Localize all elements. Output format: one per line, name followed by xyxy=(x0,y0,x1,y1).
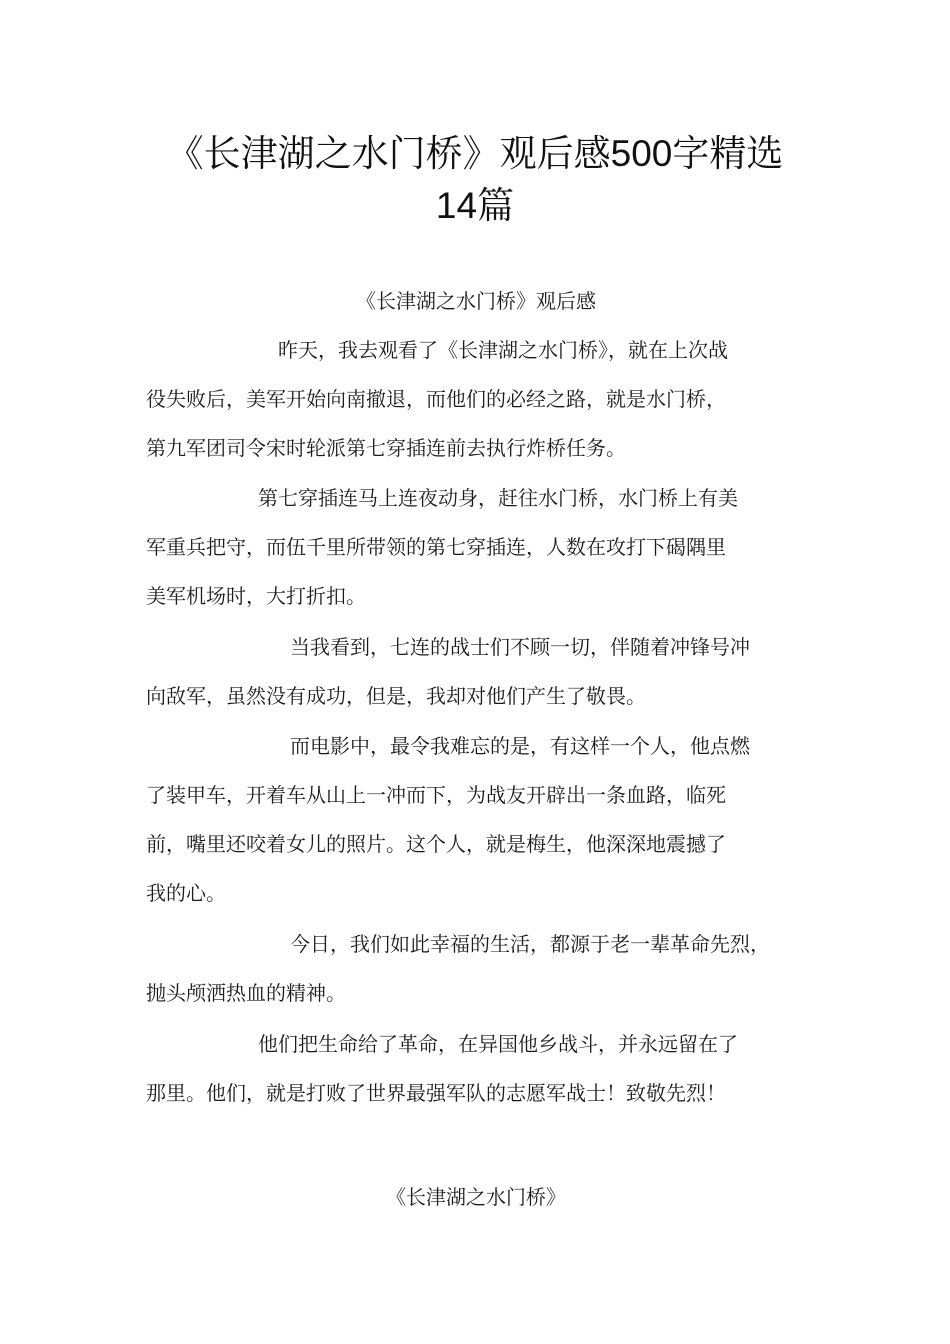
paragraph-line: 第七穿插连马上连夜动身，赶往水门桥，水门桥上有美 xyxy=(258,486,738,510)
paragraph-6 xyxy=(146,1020,826,1118)
document-title xyxy=(100,128,850,232)
section-heading: 《长津湖之水门桥》观后感 xyxy=(356,289,596,313)
next-section-heading: 《长津湖之水门桥》 xyxy=(386,1185,566,1209)
paragraph-4 xyxy=(146,722,826,918)
paragraph-line: 军重兵把守，而伍千里所带领的第七穿插连，人数在攻打下碣隅里 xyxy=(146,535,726,559)
paragraph-line: 了装甲车，开着车从山上一冲而下，为战友开辟出一条血路，临死 xyxy=(146,783,726,807)
paragraph-3 xyxy=(146,623,826,721)
paragraph-line: 前，嘴里还咬着女儿的照片。这个人，就是梅生，他深深地震撼了 xyxy=(146,832,726,856)
paragraph-5 xyxy=(146,920,826,1018)
paragraph-1 xyxy=(146,326,826,473)
title-line-2: 14篇 xyxy=(435,185,515,226)
paragraph-line: 第九军团司令宋时轮派第七穿插连前去执行炸桥任务。 xyxy=(146,436,626,460)
paragraph-line: 昨天，我去观看了《长津湖之水门桥》，就在上次战 xyxy=(278,338,728,362)
paragraph-line: 向敌军，虽然没有成功，但是，我却对他们产生了敬畏。 xyxy=(146,684,646,708)
title-line-1: 《长津湖之水门桥》观后感500字精选 xyxy=(166,133,784,174)
paragraph-line: 而电影中，最令我难忘的是，有这样一个人，他点燃 xyxy=(290,734,750,758)
paragraph-line: 他们把生命给了革命，在异国他乡战斗，并永远留在了 xyxy=(258,1032,738,1056)
paragraph-line: 美军机场时，大打折扣。 xyxy=(146,584,366,608)
paragraph-line: 我的心。 xyxy=(146,881,226,905)
paragraph-line: 抛头颅洒热血的精神。 xyxy=(146,981,346,1005)
paragraph-line: 那里。他们，就是打败了世界最强军队的志愿军战士！致敬先烈！ xyxy=(146,1081,726,1105)
paragraph-line: 当我看到，七连的战士们不顾一切，伴随着冲锋号冲 xyxy=(290,635,750,659)
paragraph-2 xyxy=(146,474,826,621)
paragraph-line: 今日，我们如此幸福的生活，都源于老一辈革命先烈， xyxy=(290,932,770,956)
paragraph-line: 役失败后，美军开始向南撤退，而他们的必经之路，就是水门桥， xyxy=(146,387,726,411)
